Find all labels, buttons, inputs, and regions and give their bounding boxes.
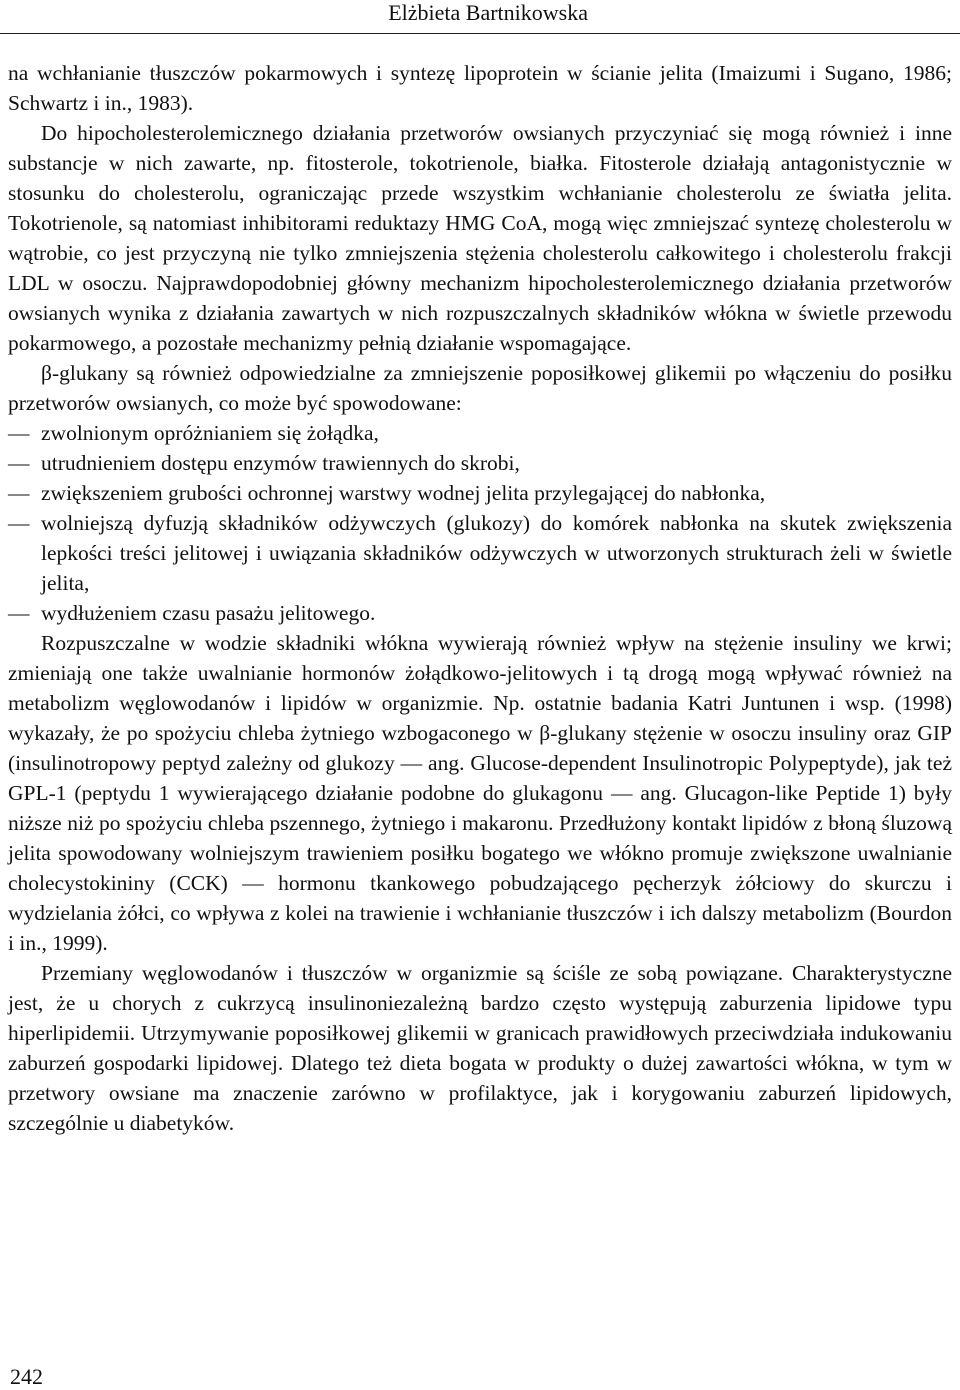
paragraph-beta-glucans: β-glukany są również odpowiedzialne za zmniejszenie poposiłkowej glikemii po włączeniu do posiłku przetworów owsianych, co może być spowodowane: xyxy=(8,361,952,415)
list-item-text: wolniejszą dyfuzją składników odżywczych (glukozy) do komórek nabłonka na skutek zwiększenia lepkości treści jelitowej i uwiązania składników odżywczych w utworzonych strukturach żeli w świetle jelita, xyxy=(41,511,952,595)
list-item xyxy=(8,448,952,478)
list-item xyxy=(8,598,952,628)
list-item-text: zwolnionym opróżnianiem się żołądka, xyxy=(41,421,379,445)
dash-bullet: — xyxy=(8,511,30,535)
dash-bullet: — xyxy=(8,481,30,505)
list-item xyxy=(8,478,952,508)
list-item-text: utrudnieniem dostępu enzymów trawiennych do skrobi, xyxy=(41,451,520,475)
running-header xyxy=(0,0,960,32)
header-rule xyxy=(0,33,960,34)
paragraph-phytosterols: Do hipocholesterolemicznego działania przetworów owsianych przyczyniać się mogą również i inne substancje w nich zawarte, np. fitosterole, tokotrienole, białka. Fitosterole działają antagonistycznie w stosunku do cholesterolu, ograniczając przede wszystkim wchłanianie cholesterolu ze światła jelita. Tokotrienole, są natomiast inhibitorami reduktazy HMG CoA, mogą więc zmniejszać syntezę cholesterolu w wątrobie, co jest przyczyną nie tylko zmniejszenia stężenia cholesterolu całkowitego i cholesterolu frakcji LDL w osoczu. Najprawdopodobniej główny mechanizm hipocholesterolemicznego działania przetworów owsianych wynika z działania zawartych w nich rozpuszczalnych składników włókna w świetle przewodu pokarmowego, a pozostałe mechanizmy pełnią działanie wspomagające. xyxy=(8,121,952,355)
dash-bullet: — xyxy=(8,601,30,625)
dash-bullet: — xyxy=(8,451,30,475)
page-number: 242 xyxy=(10,1364,43,1389)
list-item-text: wydłużeniem czasu pasażu jelitowego. xyxy=(41,601,376,625)
list-item xyxy=(8,508,952,598)
article-body xyxy=(8,58,952,1138)
dash-bullet: — xyxy=(8,421,30,445)
list-item-text: zwiększeniem grubości ochronnej warstwy wodnej jelita przylegającej do nabłonka, xyxy=(41,481,766,505)
paragraph-conclusion: Przemiany węglowodanów i tłuszczów w organizmie są ściśle ze sobą powiązane. Charakterystyczne jest, że u chorych z cukrzycą insulinoniezależną bardzo często występują zaburzenia lipidowe typu hiperlipidemii. Utrzymywanie poposiłkowej glikemii w granicach prawidłowych przeciwdziała indukowaniu zaburzeń gospodarki lipidowej. Dlatego też dieta bogata w produkty o dużej zawartości włókna, w tym w przetwory owsiane ma znaczenie zarówno w profilaktyce, jak i korygowaniu zaburzeń lipidowych, szczególnie u diabetyków. xyxy=(8,961,952,1135)
list-item xyxy=(8,418,952,448)
paragraph-continuation: na wchłanianie tłuszczów pokarmowych i syntezę lipoprotein w ścianie jelita (Imaizumi i Sugano, 1986; Schwartz i in., 1983). xyxy=(8,61,952,115)
header-author: Elżbieta Bartnikowska xyxy=(388,0,588,25)
paragraph-insulin: Rozpuszczalne w wodzie składniki włókna wywierają również wpływ na stężenie insuliny we krwi; zmieniają one także uwalnianie hormonów żołądkowo-jelitowych i tą drogą mogą wpływać również na metabolizm węglowodanów i lipidów w organizmie. Np. ostatnie badania Katri Juntunen i wsp. (1998) wykazały, że po spożyciu chleba żytniego wzbogaconego w β-glukany stężenie w osoczu insuliny oraz GIP (insulinotropowy peptyd zależny od glukozy — ang. Glucose-dependent Insulinotropic Polypeptyde), jak też GPL-1 (peptydu 1 wywierającego działanie podobne do glukagonu — ang. Glucagon-like Peptide 1) były niższe niż po spożyciu chleba pszennego, żytniego i makaronu. Przedłużony kontakt lipidów z błoną śluzową jelita spowodowany wolniejszym trawieniem posiłku bogatego we włókno promuje zwiększone uwalnianie cholecystokininy (CCK) — hormonu tkankowego pobudzającego pęcherzyk żółciowy do skurczu i wydzielania żółci, co wpływa z kolei na trawienie i wchłanianie tłuszczów i ich dalszy metabolizm (Bourdon i in., 1999). xyxy=(8,631,952,955)
mechanism-list xyxy=(8,418,952,628)
